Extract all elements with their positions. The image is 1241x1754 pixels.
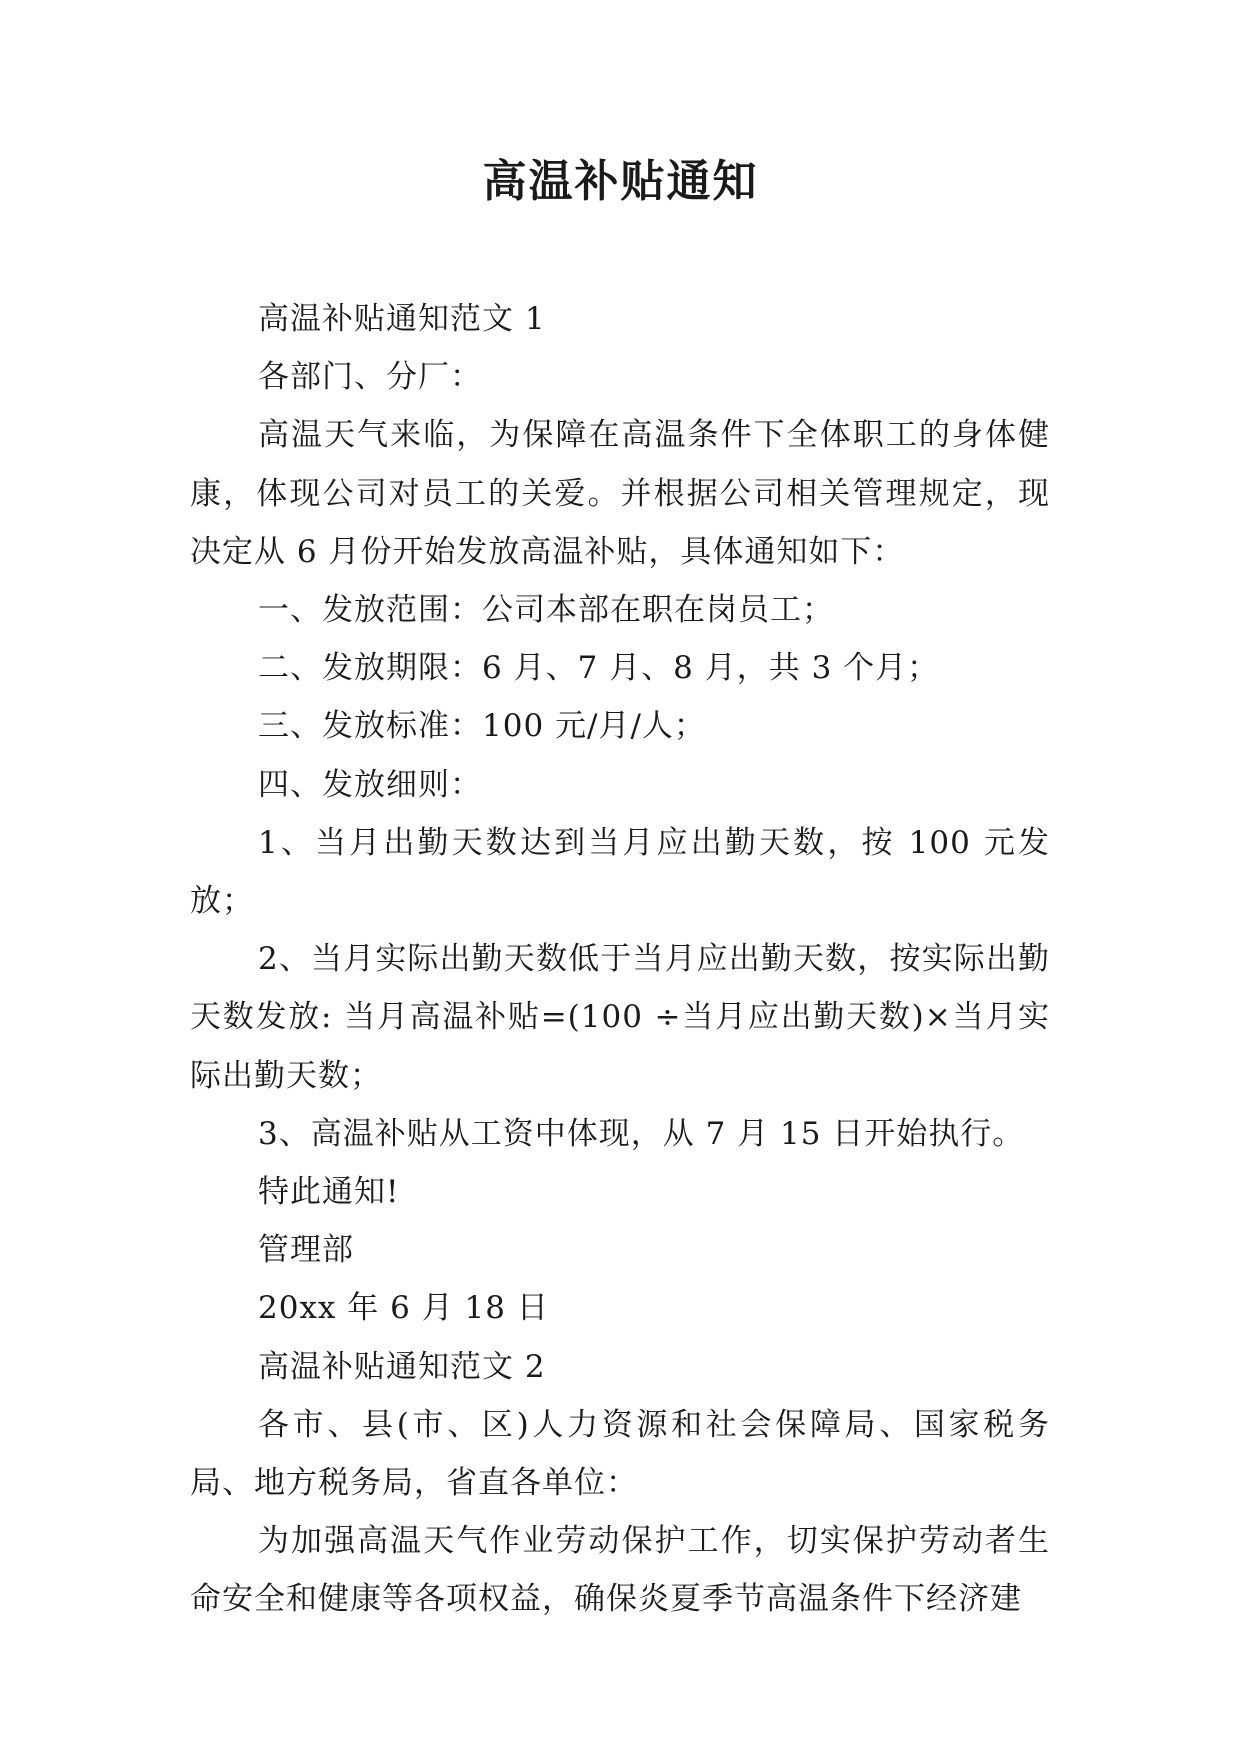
item-standard: 三、发放标准：100 元/月/人； — [258, 708, 706, 745]
closing-remark: 特此通知! — [258, 1174, 400, 1211]
signature-date: 20xx 年 6 月 18 日 — [258, 1290, 549, 1327]
rule-3: 3、高温补贴从工资中体现，从 7 月 15 日开始执行。 — [258, 1115, 1025, 1152]
rule-1: 1、当月出勤天数达到当月应出勤天数，按 100 元发放； — [190, 824, 1050, 920]
section-2-paragraph: 为加强高温天气作业劳动保护工作，切实保护劳动者生命安全和健康等各项权益，确保炎夏季节高温条件下经济建 — [190, 1523, 1050, 1618]
section-heading-1: 高温补贴通知范文 1 — [258, 301, 546, 337]
addressees: 各市、县(市、区)人力资源和社会保障局、国家税务局、地方税务局，省直各单位： — [190, 1406, 1050, 1502]
document-title: 高温补贴通知 — [482, 156, 759, 207]
item-scope: 一、发放范围：公司本部在职在岗员工； — [258, 592, 834, 629]
item-period: 二、发放期限：6 月、7 月、8 月，共 3 个月； — [258, 650, 940, 687]
document-body — [190, 290, 1050, 1629]
rule-2: 2、当月实际出勤天数低于当月应出勤天数，按实际出勤天数发放: 当月高温补贴=(100 ÷当月应出勤天数)×当月实际出勤天数； — [190, 941, 1050, 1094]
section-heading-2: 高温补贴通知范文 2 — [258, 1348, 546, 1385]
salutation: 各部门、分厂： — [258, 359, 482, 396]
intro-paragraph: 高温天气来临，为保障在高温条件下全体职工的身体健康，体现公司对员工的关爱。并根据公司相关管理规定，现决定从 6 月份开始发放高温补贴，具体通知如下： — [190, 417, 1050, 570]
signature-department: 管理部 — [258, 1232, 354, 1269]
item-rules-heading: 四、发放细则： — [258, 766, 482, 803]
